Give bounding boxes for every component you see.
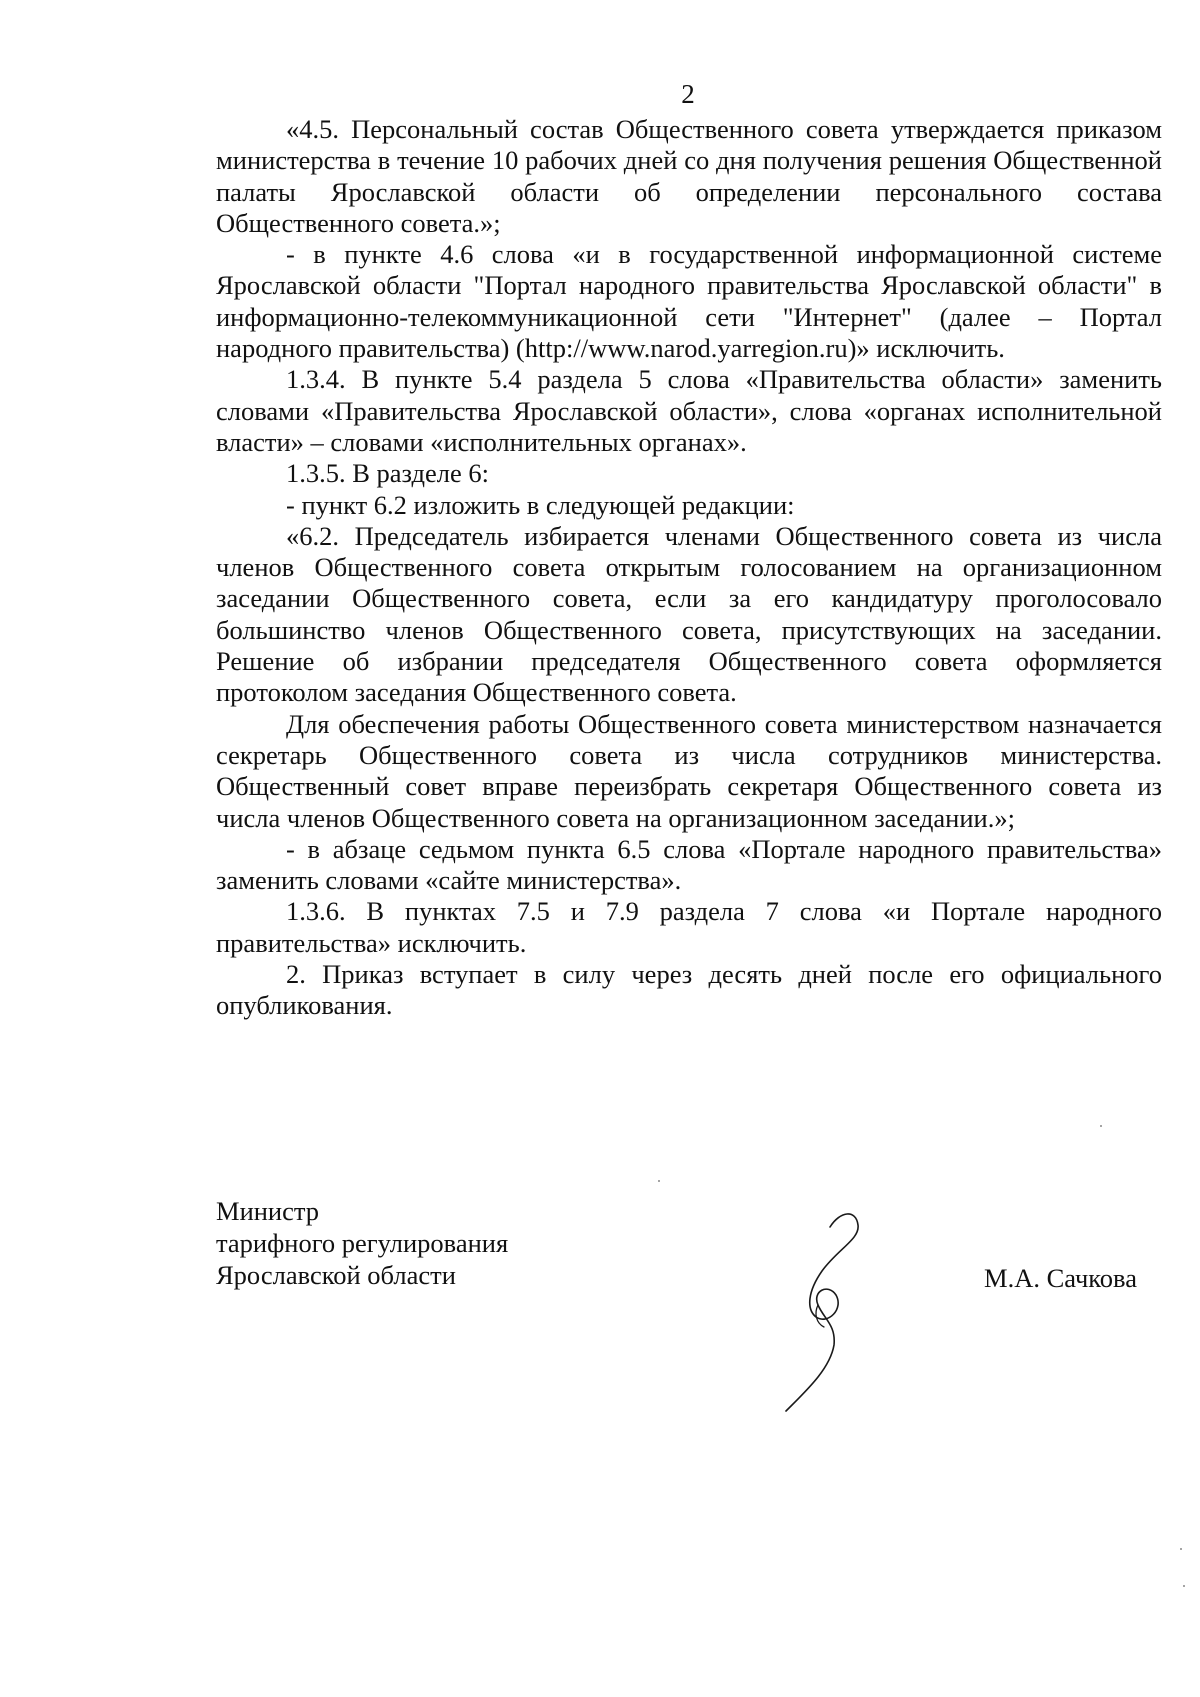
paragraph-6-2-text: «6.2. Председатель избирается членами Общественного совета из числа членов Общественного совета открытым голосованием на организационном заседании Общественного совета, если за его кандидатуру проголосовало большинство членов Общественного совета, присутствующих на заседании. Решение об избрании председателя Общественного совета оформляется протоколом заседания Общественного совета.	[216, 520, 1162, 708]
paragraph-1-3-4: 1.3.4. В пункте 5.4 раздела 5 слова «Правительства области» заменить словами «Правительства Ярославской области», слова «органах исполнительной власти» – словами «исполнительных органах».	[216, 364, 1162, 457]
document-body	[216, 114, 1162, 1022]
signer-name: М.А. Сачкова	[984, 1263, 1137, 1293]
handwritten-signature	[778, 1205, 928, 1415]
paragraph-6-2-intro: - пункт 6.2 изложить в следующей редакции:	[286, 489, 795, 520]
signatory-position	[216, 1195, 508, 1291]
position-line-2: тарифного регулирования	[216, 1228, 509, 1258]
page-number: 2	[681, 79, 695, 109]
paragraph-1-3-6: 1.3.6. В пунктах 7.5 и 7.9 раздела 7 слова «и Портале народного правительства» исключить.	[216, 896, 1162, 958]
scan-speck	[1183, 1585, 1185, 1587]
paragraph-1-3-5: 1.3.5. В разделе 6:	[286, 458, 490, 489]
paragraph-4-6-amendment: - в пункте 4.6 слова «и в государственной информационной системе Ярославской области "Портал народного правительства Ярославской области" в информационно-телекоммуникационной сети "Интернет" (далее – Портал народного правительства) (http://www.narod.yarregion.ru)» исключить.	[216, 239, 1162, 364]
paragraph-2-effect: 2. Приказ вступает в силу через десять дней после его официального опубликования.	[216, 959, 1162, 1021]
signature-stroke	[786, 1214, 858, 1411]
position-line-3: Ярославской области	[216, 1260, 456, 1290]
paragraph-secretary: Для обеспечения работы Общественного совета министерством назначается секретарь Общественного совета из числа сотрудников министерства. Общественный совет вправе переизбрать секретаря Общественного совета из числа членов Общественного совета на организационном заседании.»;	[216, 708, 1162, 833]
position-line-1: Министр	[216, 1196, 320, 1226]
scan-speck	[1100, 1125, 1102, 1127]
paragraph-4-5: «4.5. Персональный состав Общественного совета утверждается приказом министерства в течение 10 рабочих дней со дня получения решения Общественной палаты Ярославской области об определении персонального состава Общественного совета.»;	[216, 114, 1162, 238]
paragraph-6-5-amendment: - в абзаце седьмом пункта 6.5 слова «Портале народного правительства» заменить словами «сайте министерства».	[216, 833, 1162, 896]
scan-speck	[658, 1180, 660, 1182]
scan-speck	[1180, 1548, 1182, 1550]
